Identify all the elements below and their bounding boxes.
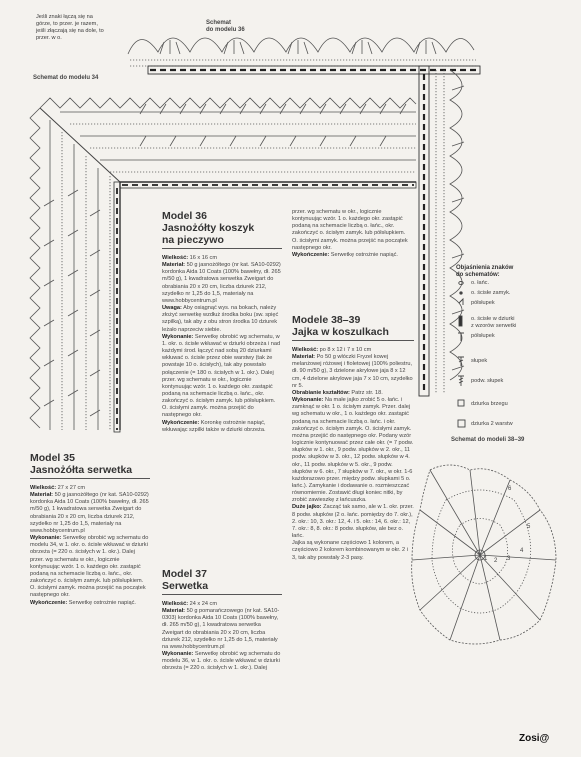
model-36-cont-body: Wykończenie: Serwetkę ostrożnie napiąć.	[292, 251, 398, 258]
svg-text:3: 3	[507, 556, 511, 562]
svg-text:5: 5	[527, 524, 531, 530]
model-38-39-article	[292, 314, 414, 562]
top-note-line: Jeśli znaki łączą się na	[36, 14, 93, 20]
model-36-title-line: Jasnożółty koszyk	[162, 222, 255, 234]
top-note-line: przer. w o.	[36, 35, 62, 42]
scheme-38-39-graphic	[412, 465, 556, 644]
legend-item-slip: o. ścisłe zamyk.	[471, 290, 511, 296]
legend-item-halfdc: półsłupek	[471, 300, 495, 306]
legend-item-halfdc-2: półsłupek	[471, 333, 495, 339]
model-36-cont-body: przer. wg schematu w okr., logicznie kontynuując wzór. 1 o. każdego okr. zastąpić podaną na schemacie liczbą o. łańc., okr. zakończyć o. ścisłym zamyk. lub półsłupkiem. O. ścisłymi zamyk. można przejść na początek następnego okr.	[292, 209, 408, 251]
model-36-body: Uwaga: Aby osiągnąć wys. na bokach, należy złożyć serwetkę wzdłuż środka boku (sw. spięć szpilką), tak aby z obu stron środka 10 dziurek leżało naprzeciw siebie.	[162, 305, 279, 333]
top-note	[36, 14, 128, 42]
scheme-38-39-label: Schemat do modeli 38–39	[451, 437, 525, 443]
legend-item-edge-hole: dziurka brzegu	[471, 401, 508, 407]
model-35-body: Wykonanie: Serwetkę obrobić wg schematu do modelu 34, w 1. okr. o. ścisłe wkłuwać w dziurki obrzeża (= 220 o. ścisłych w 1. okr.). Dalej przer. wg schematu w okr., logicznie kontynuując wzór. 1 o. każdego okr. zastąpić podaną na schemacie liczbą o. łańc., okr. zakończyć o. ścisłym zamyk. lub półsłupkiem. O. ścisłymi zamyk. można przejść na początek następnego okr.	[30, 535, 149, 599]
legend-item-treble: podw. słupek	[471, 378, 504, 384]
legend-title-line: Objaśnienia znaków	[456, 265, 514, 271]
legend-item-two-layer-hole: dziurka 2 warstw	[471, 421, 513, 427]
model-37-article	[162, 568, 282, 673]
scheme-34-label: Schemat do modelu 34	[33, 75, 99, 81]
model-36-body: Wykończenie: Koronkę ostrożnie napiąć, wkłuwając szpilki także w dziurki obrzeża.	[162, 419, 266, 433]
model-37-number: Model 37	[162, 568, 207, 580]
model-38-39-body: Duże jajko: Zacząć tak samo, ale w 1. okr. przer. 8 podw. słupków (2 o. łańc. pomiędzy do 7. okr.), 2. okr.: 10, 3. okr.: 12, 4. i 5. okr.: 14, 6. okr.: 12, 7. okr.: 8, 8. okr.: 8 podw. słupków, ale bez o. łańc.	[292, 504, 414, 540]
model-37-body: Materiał: 50 g pomarańczowego (nr kat. SA10-0303) kordonka Aida 10 Coats (100% bawełny, dł. 265 m/50 g), 1 kwadratowa serwetka Zweigart do obrabiania 20 x 20 cm, liczba dziurek 212, szydełko nr 1,25 do 1,5, materiały na www.hobbycentrum.pl	[162, 608, 280, 650]
model-36-body: Wykonanie: Serwetkę obrobić wg schematu, w 1. okr. o. ścisłe wkłuwać w dziurki obrzeża i nad każdymi środ. łączyć nad sobą 20 dziurkami wkłuwać o. ścisłe przez obie warstwy (tak że powstaje 10 o. ścisłych), tak aby powstało połączenie (= 180 o. ścisłych w 1. okr.). Dalej przer. wg schematu w okr., logicznie kontynuując wzór. 1 o. każdego okr. zastąpić podaną na schemacie liczbą o. łańc., okr. zakończyć o. ścisłym zamyk. lub półsłupkiem. O. ścisłymi zamyk. można przejść do następnego okr.	[162, 333, 281, 419]
model-38-39-body: Wykonanie: Na małe jajko zrobić 5 o. łańc. i zamknąć w okr. 1 o. ścisłym zamyk. Przer. dalej wg schematu w okr., 1 o. każdego okr. zastąpić podaną na schemacie liczbą o. łańc. i okr. zakończyć o. ścisłym zamyk. O. ścisłymi zamyk. można przejść do następnego okr. Podany wzór logicznie kontynuować przez całe okr. (= 7 podw. słupków w 1. okr., 9 podw. słupków w 2. okr., 11 podw. słupków w 3. okr., 12 podw. słupków w 4. okr., 11 podw. słupków w 5. okr., 9 podw. słupków w 6. okr., 7 słupków w 7. okr., w okr. 1-6 każdorazowo przer. między podw. słupkami 5 o. łańc.). Zamykanie i dodawanie o. rozmieszczać równomiernie. Zostawić długi koniec nitki, by zrobić zawieszkę z łańcuszka.	[292, 397, 414, 504]
signature: Zosi@	[519, 733, 550, 744]
model-36-continuation	[292, 209, 412, 259]
model-38-39-body: Wielkość: po 8 x 12 i 7 x 10 cm	[292, 347, 372, 353]
model-36-title	[162, 222, 282, 249]
model-35-title: Jasnożółta serwetka	[30, 464, 150, 479]
model-35-body: Wielkość: 27 x 27 cm	[30, 485, 85, 491]
model-36-body: Materiał: 50 g jasnożółtego (nr kat. SA10-0292) kordonka Aida 10 Coats (100% bawełny, dł. 265 m/50 g), 1 kwadratowa serwetka Zweigart do obrabiania 20 x 20 cm, liczba dziurek 212, szydełko nr 1,25 do 1,5, materiały na www.hobbycentrum.pl	[162, 262, 281, 304]
model-35-article	[30, 452, 150, 607]
svg-text:4: 4	[520, 548, 524, 554]
legend-item-dc: słupek	[471, 358, 488, 364]
top-note-line: jeśli złączają się na dole, to	[36, 28, 104, 35]
model-35-number: Model 35	[30, 452, 75, 464]
scheme-36-label-line: Schemat	[206, 20, 232, 26]
model-38-39-body: Jajka są wykonane częściowo 1 kolorem, a częściowo 2 kolorem kombinowanym w okr. 2 i 3, tak aby powstały 2-3 pasy.	[292, 540, 408, 561]
model-37-body: Wielkość: 24 x 24 cm	[162, 601, 217, 607]
legend-item-slip-holes: o. ścisłe w dziurki	[471, 316, 515, 322]
model-36-number: Model 36	[162, 210, 207, 222]
svg-text:2: 2	[494, 558, 498, 564]
model-38-39-body: Obrabianie kształtów: Patrz str. 18.	[292, 389, 383, 396]
model-36-body: Wielkość: 16 x 16 cm	[162, 255, 217, 261]
model-38-39-title: Jajka w koszulkach	[292, 326, 414, 341]
legend-title-line: do schematów:	[456, 272, 500, 278]
model-37-title: Serwetka	[162, 580, 282, 595]
svg-text:6: 6	[508, 486, 512, 492]
svg-text:1: 1	[484, 556, 488, 562]
model-38-39-number: Modele 38–39	[292, 314, 361, 326]
model-38-39-body: Materiał: Po 50 g włóczki Fryzel kowej melanżowej różowej i fioletowej (100% poliestru, dł. 90 m/50 g), 3 dzielone akrylowe jaja 8 x 12 cm, 4 dzielone akrylowe jaja 7 x 10 cm, szydełko nr 5.	[292, 354, 413, 389]
scheme-36-label	[206, 20, 245, 34]
model-36-title-line: na pieczywo	[162, 234, 224, 246]
model-35-body: Materiał: 50 g jasnożółtego (nr kat. SA10-0292) kordonka Aida 10 Coats (100% bawełny, dł. 265 m/50 g), 1 kwadratowa serwetka Zweigart do obrabiania 20 x 20 cm, liczba dziurek 212, szydełko nr 1,25 do 1,5, materiały na www.hobbycentrum.pl	[30, 492, 149, 534]
legend-item-slip-holes-2: z wzorów serwetki	[471, 323, 517, 329]
model-35-body: Wykończenie: Serwetkę ostrożnie napiąć.	[30, 599, 136, 606]
model-37-body: Wykonanie: Serwetkę obrobić wg schematu do modelu 36, w 1. okr. o. ścisłe wkłuwać w dziurki obrzeża (= 220 o. ścisłych w 1. okr.). Dalej	[162, 651, 281, 672]
legend-item-chain: o. łańc.	[471, 280, 490, 286]
legend-title	[456, 265, 513, 279]
top-note-line: górze, to przer. je razem,	[36, 21, 98, 28]
scheme-36-label-line: do modelu 36	[206, 27, 245, 33]
model-36-article	[162, 210, 282, 434]
